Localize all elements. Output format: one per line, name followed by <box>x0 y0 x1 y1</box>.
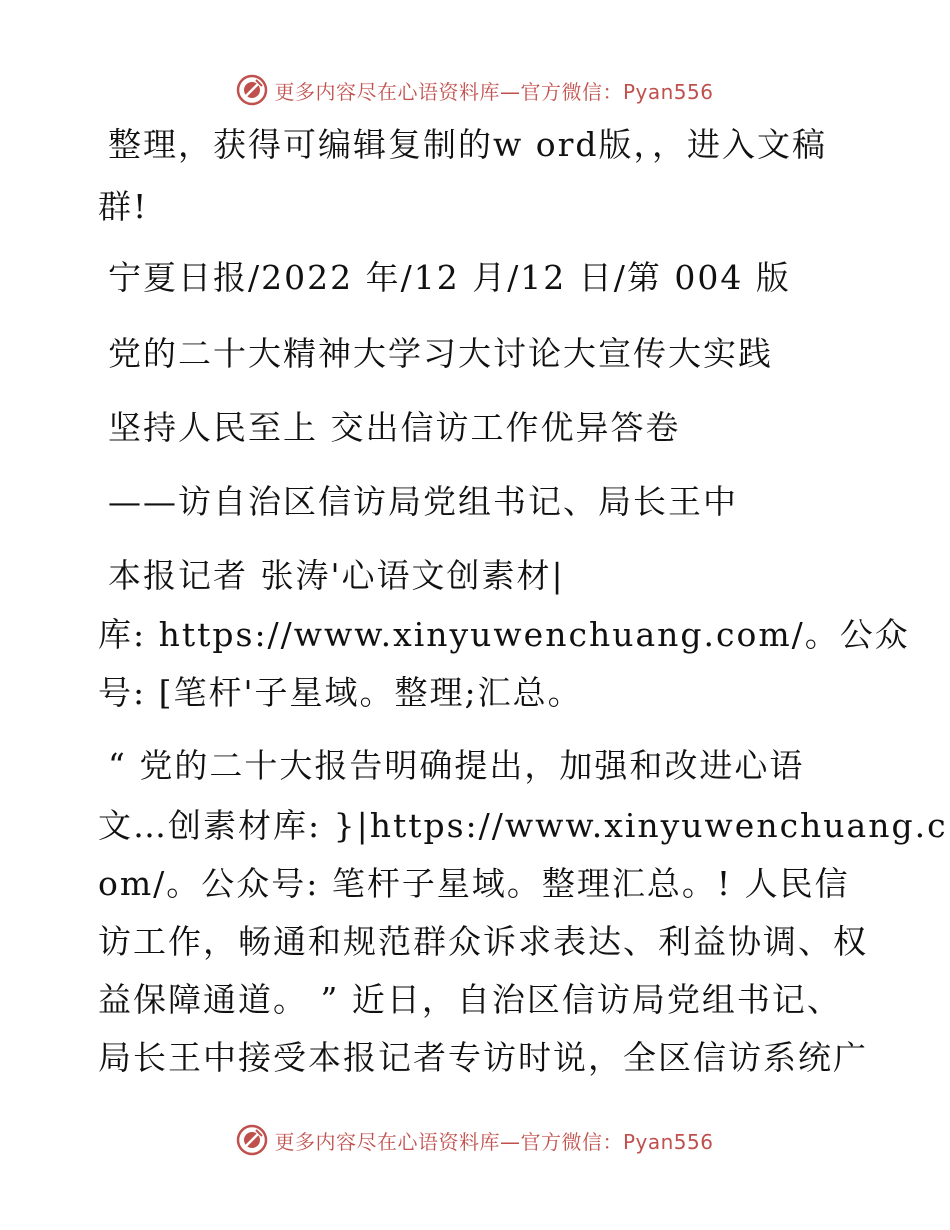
text-line: 坚持人民至上 交出信访工作优异答卷 <box>108 408 681 447</box>
text-line: 本报记者 张涛'心语文创素材| <box>108 556 565 595</box>
text-line: “ 党的二十大报告明确提出，加强和改进心语 <box>108 746 805 785</box>
text-line: om/。公众号: 笔杆子星域。整理汇总。! 人民信 <box>98 864 850 903</box>
text-line: 宁夏日报/2022 年/12 月/12 日/第 004 版 <box>108 258 791 297</box>
logo-icon <box>236 74 268 106</box>
text-line: 局长王中接受本报记者专访时说，全区信访系统广 <box>98 1038 868 1077</box>
text-line: 群! <box>98 187 149 226</box>
text-line: 文…创素材库: }|https://www.xinyuwenchuang.c <box>98 806 948 845</box>
text-line: 益保障通道。 ” 近日，自治区信访局党组书记、 <box>98 980 842 1019</box>
text-line: 号: [笔杆'子星域。整理;汇总。 <box>98 673 583 712</box>
text-line: ——访自治区信访局党组书记、局长王中 <box>108 482 738 521</box>
header-banner <box>0 70 950 110</box>
text-line: 整理，获得可编辑复制的w ord版，，进入文稿 <box>108 125 828 164</box>
text-line: 库: https://www.xinyuwenchuang.com/。公众 <box>98 615 910 654</box>
footer-banner <box>0 1120 950 1160</box>
text-line: 党的二十大精神大学习大讨论大宣传大实践 <box>108 334 773 373</box>
text-line: 访工作，畅通和规范群众诉求表达、利益协调、权 <box>98 922 868 961</box>
banner-text: 更多内容尽在心语资料库—官方微信：Pyan556 <box>274 79 714 104</box>
logo-icon <box>236 1124 268 1156</box>
banner-text: 更多内容尽在心语资料库—官方微信：Pyan556 <box>274 1129 714 1154</box>
